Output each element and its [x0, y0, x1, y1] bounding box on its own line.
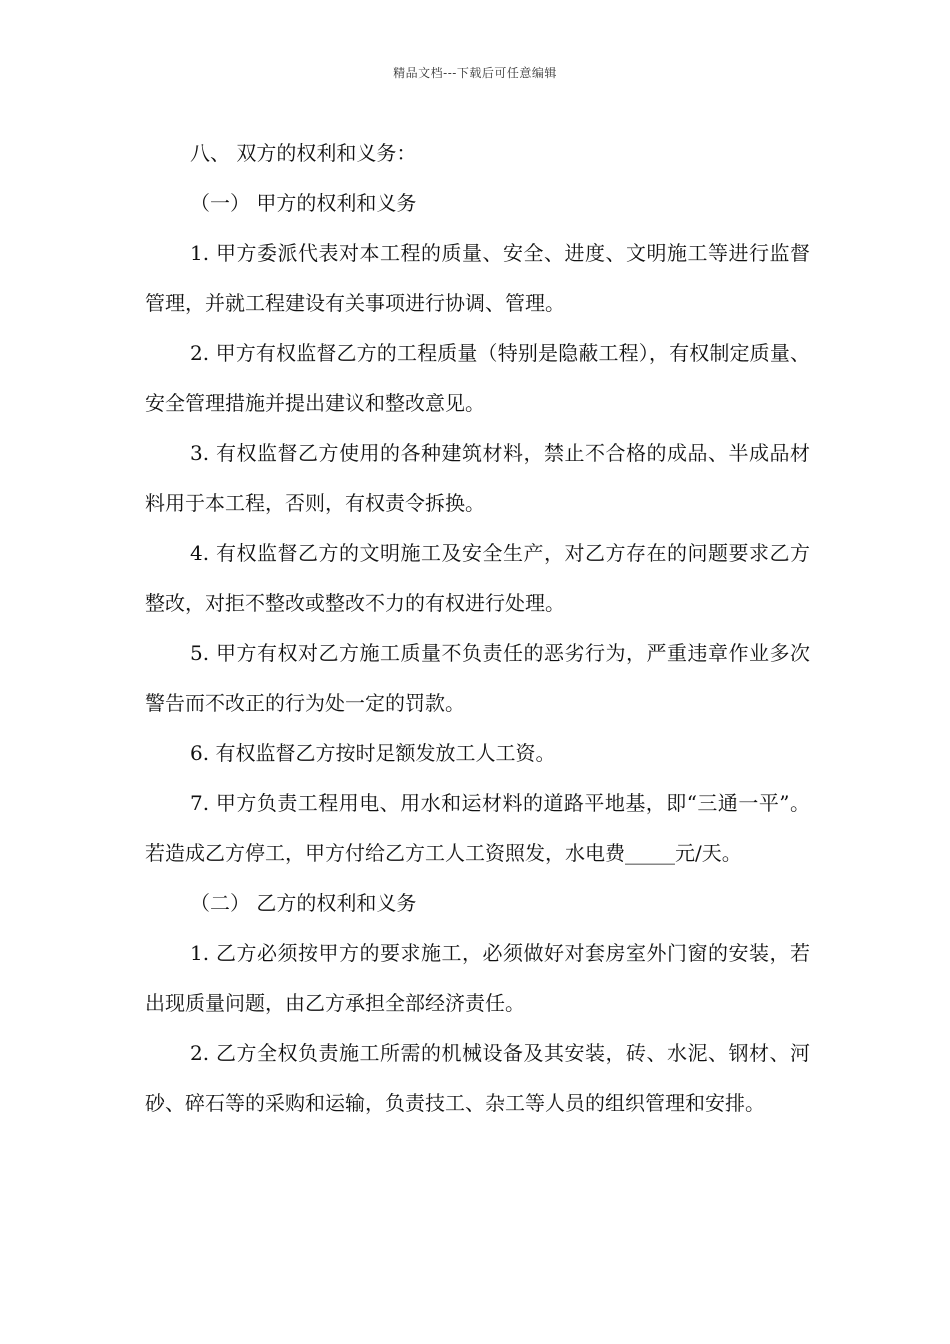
subsection-heading-party-b: （二） 乙方的权利和义务 — [190, 891, 417, 915]
clause-a-3: 3. 有权监督乙方使用的各种建筑材料，禁止不合格的成品、半成品材料用于本工程，否则，有权责令拆换。 — [145, 441, 810, 515]
clause-a-7: 7. 甲方负责工程用电、用水和运材料的道路平地基，即“三通一平”。若造成乙方停工，甲方付给乙方工人工资照发，水电费_____元/天。 — [145, 791, 810, 865]
section-heading: 八、 双方的权利和义务： — [190, 141, 417, 165]
clause-a-4: 4. 有权监督乙方的文明施工及安全生产，对乙方存在的问题要求乙方整改，对拒不整改或整改不力的有权进行处理。 — [145, 541, 810, 615]
page-header: 精品文档---下载后可任意编辑 — [393, 66, 557, 80]
clause-b-1: 1. 乙方必须按甲方的要求施工，必须做好对套房室外门窗的安装，若出现质量问题，由乙方承担全部经济责任。 — [145, 941, 810, 1015]
clause-a-2: 2. 甲方有权监督乙方的工程质量（特别是隐蔽工程），有权制定质量、安全管理措施并提出建议和整改意见。 — [145, 341, 810, 415]
subsection-heading-party-a: （一） 甲方的权利和义务 — [190, 191, 417, 215]
clause-a-1: 1. 甲方委派代表对本工程的质量、安全、进度、文明施工等进行监督管理，并就工程建设有关事项进行协调、管理。 — [145, 241, 810, 315]
clause-a-5: 5. 甲方有权对乙方施工质量不负责任的恶劣行为，严重违章作业多次警告而不改正的行为处一定的罚款。 — [145, 641, 810, 715]
clause-b-2: 2. 乙方全权负责施工所需的机械设备及其安装，砖、水泥、钢材、河砂、碎石等的采购和运输，负责技工、杂工等人员的组织管理和安排。 — [145, 1041, 810, 1115]
clause-a-6: 6. 有权监督乙方按时足额发放工人工资。 — [190, 741, 556, 765]
document-body — [145, 128, 810, 1128]
